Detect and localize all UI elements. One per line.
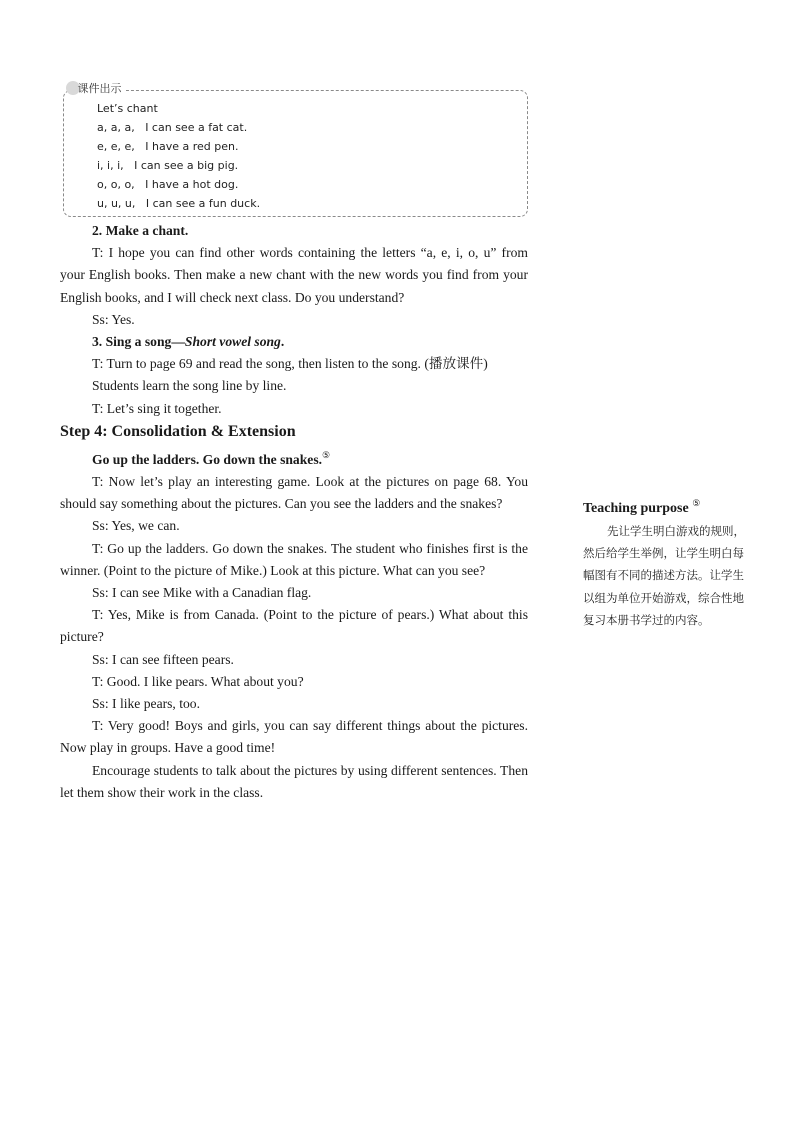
activity-heading: 2. Make a chant.	[92, 223, 189, 238]
sidebar-text: 先让学生明白游戏的规则，然后给学生举例，让学生明白每幅图有不同的描述方法。让学生以组为单位开始游戏，综合性地复习本册书学过的内容。	[583, 524, 745, 627]
game-title-text: Go up the ladders. Go down the snakes.	[92, 451, 323, 467]
sidebar-title	[583, 492, 753, 520]
students-line: Ss: Yes.	[92, 311, 135, 327]
dialogue-line: T: Good. I like pears. What about you?	[92, 673, 304, 689]
dialogue-line: Ss: I like pears, too.	[92, 696, 200, 712]
song-title: Short vowel song	[184, 334, 281, 350]
courseware-tag-label: 课件出示	[77, 82, 122, 95]
heading-prefix: 3. Sing a song—	[92, 334, 185, 350]
activity-heading	[60, 331, 528, 353]
lesson-body	[60, 220, 528, 804]
step-heading: Step 4: Consolidation & Extension	[60, 422, 296, 440]
dialogue-line: T: Go up the ladders. Go down the snakes. The student who finishes first is the winner. (Point to the picture of Mike.) Look at this picture. What can you see?	[60, 540, 528, 578]
instruction-line: Students learn the song line by line.	[92, 378, 287, 394]
dialogue-line: Ss: I can see Mike with a Canadian flag.	[92, 585, 312, 601]
chant-line: i, i, i, I can see a big pig.	[97, 159, 239, 172]
instruction-line: Encourage students to talk about the pictures by using different sentences. Then let them show their work in the class.	[60, 762, 528, 800]
chant-line: a, a, a, I can see a fat cat.	[97, 121, 248, 134]
dialogue-line: Ss: I can see fifteen pears.	[92, 651, 234, 667]
note-marker: ⑤	[322, 449, 331, 460]
chant-content	[97, 99, 260, 213]
chant-line: u, u, u, I can see a fun duck.	[97, 197, 261, 210]
dialogue-line: T: Yes, Mike is from Canada. (Point to the picture of pears.) What about this picture?	[60, 607, 528, 645]
chant-line: o, o, o, I have a hot dog.	[97, 178, 239, 191]
dialogue-line: T: Now let’s play an interesting game. Look at the pictures on page 68. You should say something about the pictures. Can you see the ladders and the snakes?	[60, 474, 528, 512]
chant-line: e, e, e, I have a red pen.	[97, 140, 239, 153]
teacher-line: T: Let’s sing it together.	[92, 400, 222, 416]
dialogue-line: Ss: Yes, we can.	[92, 518, 180, 534]
note-marker: ⑤	[692, 498, 701, 508]
courseware-tag	[72, 80, 126, 96]
dialogue-line: T: Very good! Boys and girls, you can say different things about the pictures. Now play in groups. Have a good time!	[60, 718, 528, 756]
chant-title: Let’s chant	[97, 102, 158, 115]
heading-suffix: .	[280, 334, 285, 350]
game-title	[60, 444, 528, 471]
teacher-line: T: I hope you can find other words containing the letters “a, e, i, o, u” from your English books. Then make a new chant with the new words you find from your English books, and I will check next class. Do you understand?	[60, 245, 528, 305]
teaching-purpose-sidebar	[583, 492, 753, 631]
teacher-line: T: Turn to page 69 and read the song, then listen to the song. (播放课件)	[92, 356, 488, 372]
sidebar-title-text: Teaching purpose	[583, 501, 689, 516]
